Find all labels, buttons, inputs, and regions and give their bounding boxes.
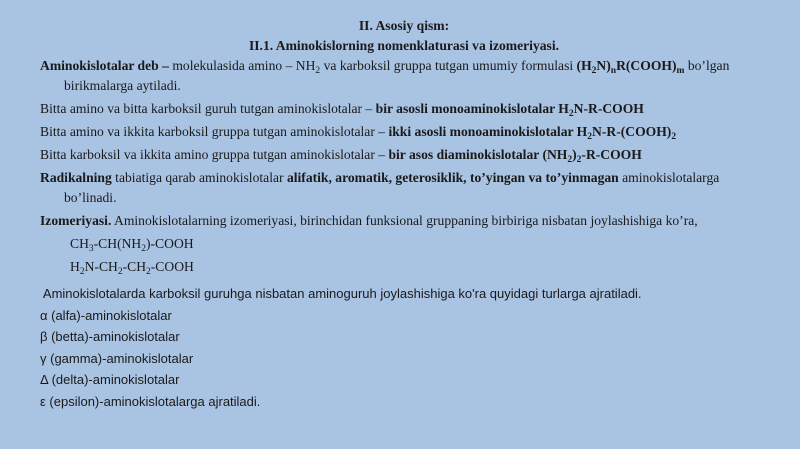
diamino-paragraph: Bitta karboksil va ikkita amino gruppa tutgan aminokislotalar – bir asos diaminokislotalar $(NH_2)_2-R$-COOH [40, 147, 642, 165]
definition-text: molekulasida amino – NH [168, 58, 316, 73]
list-item-gamma: γ (gamma)-aminokislotalar [40, 350, 194, 366]
general-formula: $(H_2N)_nR(COOH)_m$ [576, 58, 685, 76]
formula-2: $H_2N-CH_2-CH_2$-COOH [70, 259, 194, 277]
dicarboxylic-paragraph: Bitta amino va ikkita karboksil gruppa tutgan aminokislotalar – ikki asosli monoaminokislotalar $H_2N-R-(COOH)_2$ [40, 124, 677, 142]
formula-1: $CH_3-CH(NH_2)$-COOH [70, 236, 194, 254]
isomerism-paragraph: Izomeriyasi. Aminokislotalarning izomeriyasi, birinchidan funksional gruppaning birbiriga nisbatan joylashishiga ko’ra, [40, 213, 698, 228]
list-item-alpha: α (alfa)-aminokislotalar [40, 307, 172, 323]
classification-intro: Aminokislotalarda karboksil guruhga nisbatan aminoguruh joylashishiga ko'ra quyidagi turlarga ajratiladi. [40, 286, 642, 301]
section-title: II. Asosiy qism: [358, 18, 450, 33]
classification-list [40, 283, 768, 412]
list-item-delta: Δ (delta)-aminokislotalar [40, 372, 180, 387]
definition-text-2: va karboksil gruppa tutgan umumiy formulasi [320, 58, 577, 73]
definition-paragraph [40, 56, 768, 96]
subsection-title: II.1. Aminokislorning nomenklaturasi va izomeriyasi. [248, 38, 560, 53]
list-item-epsilon: ε (epsilon)-aminokislotalarga ajratiladi. [40, 393, 261, 409]
list-item-beta: β (betta)-aminokislotalar [40, 329, 180, 344]
monoamino-term: bir asosli monoaminokislotalar $H_2N-R$-COOH [375, 101, 644, 119]
radical-term: Radikalning [40, 170, 112, 185]
monoamino-paragraph: Bitta amino va bitta karboksil guruh tutgan aminokislotalar – bir asosli monoaminokislotalar $H_2N-R$-COOH [40, 101, 644, 119]
radical-paragraph: Radikalning tabiatiga qarab aminokislotalar alifatik, aromatik, geterosiklik, to’yingan va to’yinmagan aminokislotalarga bo’linadi. [40, 170, 720, 205]
isomerism-term: Izomeriyasi. [40, 213, 112, 228]
nh2-subscript: 2 [315, 66, 321, 76]
definition-term: Aminokislotalar deb – [40, 58, 169, 73]
dicarboxylic-term: ikki asosli monoaminokislotalar $H_2N-R-(COOH)_2$ [388, 124, 677, 142]
definition-text-3: bo’lgan birikmalarga aytiladi. [64, 58, 730, 93]
radical-types: alifatik, aromatik, geterosiklik, to’yingan va to’yinmagan [286, 170, 619, 185]
diamino-term: bir asos diaminokislotalar $(NH_2)_2-R$-COOH [388, 147, 642, 165]
